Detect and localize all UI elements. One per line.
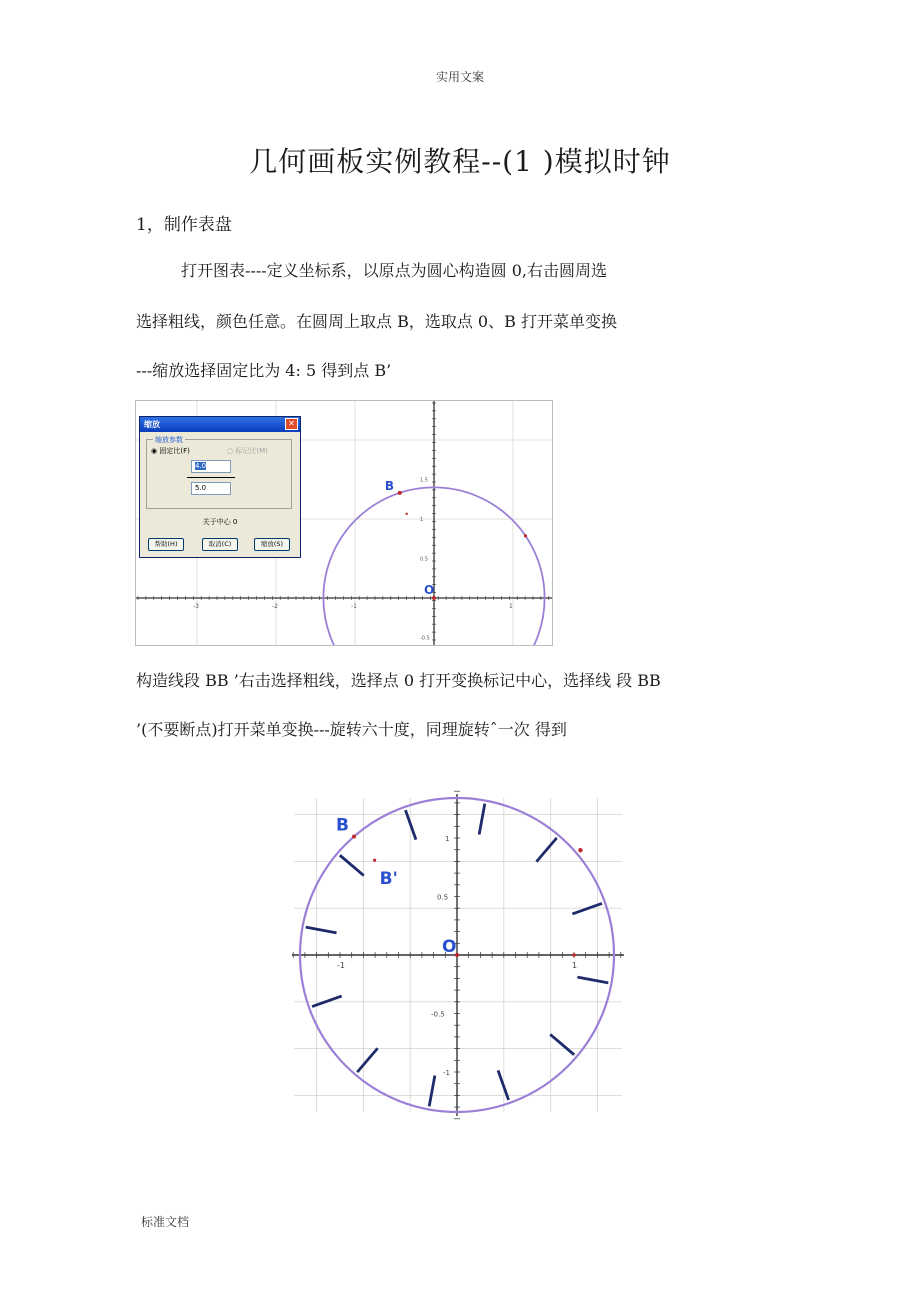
- denominator-value: 5.0: [195, 484, 207, 492]
- paragraph-line: ’(不要断点)打开菜单变换---旋转六十度，同理旋转ˆ一次 得到: [136, 720, 567, 739]
- hour-mark: [479, 804, 485, 835]
- x-tick-label: 1: [509, 603, 513, 610]
- scale-dialog: [139, 416, 301, 558]
- numerator-value: 4.0: [195, 462, 207, 470]
- label-b: B: [336, 815, 349, 836]
- dialog-title-bar: [140, 417, 300, 432]
- hour-mark: [306, 927, 337, 933]
- x-tick-label: 1: [572, 961, 578, 970]
- close-icon[interactable]: ✕: [285, 418, 298, 430]
- group-label: 缩放参数: [155, 436, 183, 444]
- label-b: B: [384, 478, 394, 493]
- paragraph-line: 选择粗线，颜色任意。在圆周上取点 B，选取点 0、B 打开菜单变换: [136, 312, 617, 331]
- y-tick-label: 0.5: [420, 556, 428, 563]
- radio-marked-ratio[interactable]: [227, 446, 268, 456]
- x-tick-label: -1: [351, 603, 357, 610]
- radio-empty-icon: ○: [227, 447, 234, 455]
- hour-mark: [340, 855, 364, 875]
- x-tick-label: -1: [337, 961, 345, 970]
- numerator-input[interactable]: [191, 460, 231, 473]
- y-tick-label: -1: [443, 1069, 450, 1077]
- hour-mark: [577, 977, 608, 983]
- radio-fixed-ratio[interactable]: [151, 446, 190, 456]
- cancel-button[interactable]: 取消(C): [202, 538, 238, 551]
- dialog-title: 缩放: [144, 420, 160, 429]
- point-b-prime: [405, 513, 407, 515]
- point-x-axis: [572, 953, 576, 957]
- hour-mark: [357, 1048, 377, 1072]
- scale-button[interactable]: 缩放(S): [254, 538, 290, 551]
- fraction-bar: [187, 477, 235, 478]
- page-footer: 标准文档: [141, 1215, 190, 1229]
- scale-dialog-figure: [135, 400, 553, 646]
- label-o: O: [442, 937, 457, 957]
- hour-mark: [536, 838, 556, 862]
- y-tick-label: 0.5: [437, 893, 449, 902]
- y-tick-label: 1: [420, 517, 424, 523]
- scale-params-group: [146, 436, 292, 509]
- radio-selected-icon: ◉: [151, 447, 158, 455]
- x-tick-label: -2: [272, 603, 278, 610]
- label-b-prime: B': [379, 869, 398, 890]
- point-on-circle: [524, 534, 527, 537]
- paragraph-line: 打开图表----定义坐标系，以原点为圆心构造圆 0,右击圆周选: [181, 261, 607, 280]
- radio-marked-label: 标记比(M): [235, 447, 268, 455]
- point-b-prime: [373, 859, 376, 862]
- clock-face-figure: [292, 790, 624, 1120]
- center-label: 关于中心 0: [202, 518, 238, 526]
- hour-mark: [429, 1075, 435, 1106]
- page-title: 几何画板实例教程--(1 )模拟时钟: [249, 145, 671, 178]
- y-tick-label: 1: [445, 835, 450, 843]
- point-b: [352, 834, 356, 838]
- help-button[interactable]: 帮助(H): [148, 538, 184, 551]
- radio-fixed-label: 固定比(F): [159, 447, 190, 455]
- point-on-circle: [578, 848, 582, 852]
- paragraph-line: 构造线段 BB ’右击选择粗线，选择点 0 打开变换标记中心，选择线 段 BB: [136, 671, 661, 690]
- section-heading: 1，制作表盘: [136, 215, 232, 235]
- label-o: O: [424, 583, 435, 597]
- denominator-input[interactable]: [191, 482, 231, 495]
- y-tick-label: -0.5: [420, 635, 430, 642]
- y-tick-label: 1.5: [420, 477, 428, 484]
- point-b: [398, 491, 402, 495]
- x-tick-label: -3: [193, 603, 199, 610]
- hour-mark: [550, 1034, 574, 1054]
- coordinate-plane-2: [292, 790, 624, 1120]
- page-header: 实用文案: [435, 70, 484, 84]
- paragraph-line: ---缩放选择固定比为 4: 5 得到点 B’: [136, 361, 392, 380]
- y-tick-label: -0.5: [431, 1010, 445, 1019]
